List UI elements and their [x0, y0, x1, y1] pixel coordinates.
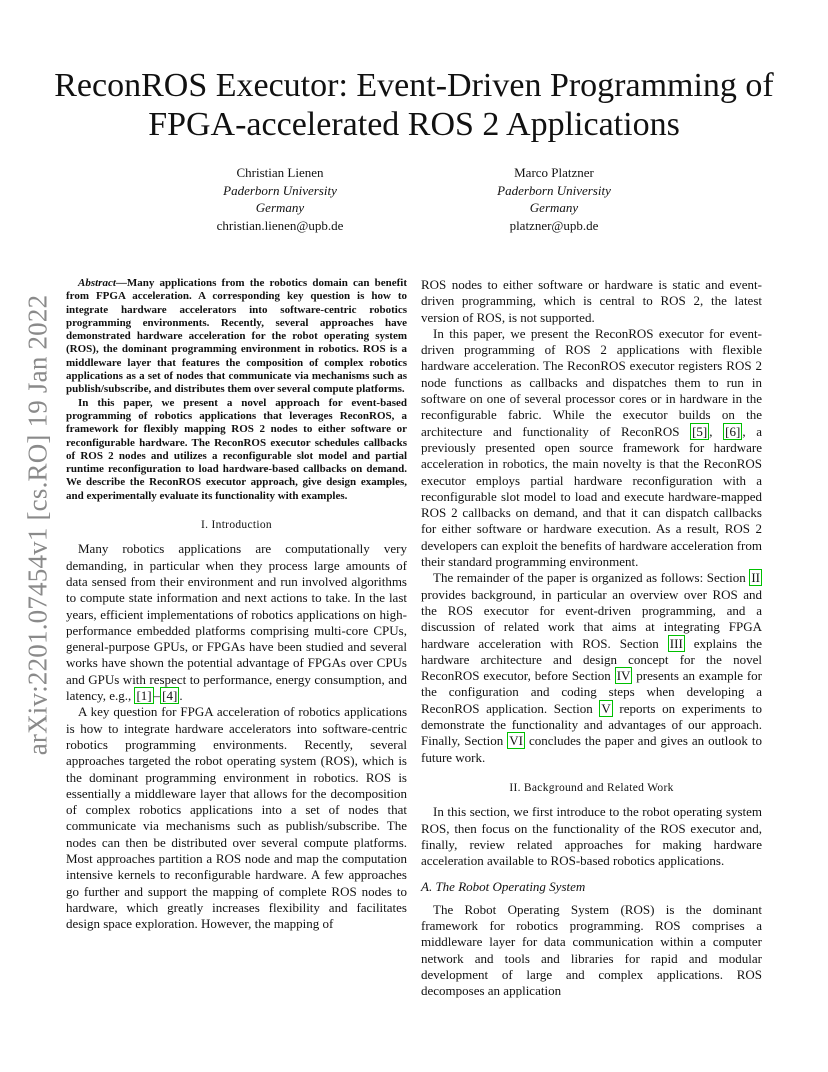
citation-link[interactable]: [1] — [136, 688, 152, 704]
intro-p4-text: reports on experiments to demonstrate the functionality and advantages of our approach. Finally, Section — [421, 700, 762, 749]
section-link-iii[interactable]: III — [669, 635, 683, 651]
citation-separator: , — [709, 423, 724, 439]
section-link-ii[interactable]: II — [751, 570, 760, 586]
intro-p1-text: Many robotics applications are computationally very demanding, in particular when they process large amounts of data sensed from their environment and run involved algorithms to compute state information and next actions to take. In the last years, efficient implementations of robotics applications on high-performance embedded platforms comprising multi-core CPUs, general-purpose GPUs, or FPGAs have been studied and several works have shown the potential advantage of FPGAs over CPUs and GPUs with respect to performance, energy consumption, and latency, e.g., — [66, 541, 407, 704]
intro-p3-rest: , a previously presented open source framework for hardware acceleration in robotics, the main novelty is that the ReconROS executor employs partial hardware reconfiguration with a reconfigurable slot model to load and execute hardware-mapped ROS 2 callbacks on demand, and that it can dispatch callbacks for either software or hardware execution. As a result, ROS 2 developers can exploit the benefits of hardware acceleration from their standard programming environment. — [421, 423, 763, 570]
background-paragraph-2: The Robot Operating System (ROS) is the dominant framework for robotics programming. ROS comprises a middleware layer for data communication within a computer network and tools and libraries for rapid and modular development of large and complex applications. ROS decomposes an application — [421, 901, 762, 999]
intro-p4-text: concludes the paper and gives an outlook to future work. — [421, 733, 762, 765]
section-link-vi[interactable]: VI — [509, 733, 523, 749]
abstract-paragraph-1: —Many applications from the robotics domain can benefit from FPGA acceleration. A corresponding key question is how to integrate hardware accelerators into software-centric robotics programming environments. Recently, several approaches have demonstrated hardware acceleration for the robot operating system (ROS), the dominant programming environment in robotics. ROS is a middleware layer that features the composition of complex robotics applications as a set of nodes that communicate via mechanisms such as publish/subscribe, and distributes them over several compute platforms. — [66, 277, 407, 396]
author-block-2 — [424, 164, 684, 234]
intro-paragraph-2: A key question for FPGA acceleration of robotics applications is how to integrate hardware accelerators into software-centric robotics programming environments. Recently, several approaches targeted the robot operating system (ROS), which is the dominant programming environment in robotics. ROS is essentially a middleware layer that allows for the decomposition of complex robotics applications into a set of nodes that communicate via mechanisms such as publish/subscribe. The nodes can then be distributed over several compute platforms. Most approaches partition a ROS node and map the computation intensive kernels to reconfigurable hardware. A few approaches go further and support the mapping of complete ROS nodes to hardware, which greatly increases flexibility and facilitates design space exploration. However, the mapping of — [66, 704, 407, 932]
citation-link[interactable]: [5] — [692, 423, 708, 439]
abstract-label: Abstract — [78, 277, 116, 289]
subsection-a-heading: A. The Robot Operating System — [421, 879, 586, 895]
arxiv-stamp-text: arXiv:2201.07454v1 [cs.RO] 19 Jan 2022 — [22, 294, 53, 756]
arxiv-stamp — [8, 290, 68, 760]
section-link-v[interactable]: V — [601, 700, 611, 716]
background-paragraph-1: In this section, we first introduce to the robot operating system ROS, then focus on the functionality of the ROS executor and, finally, review related approaches for making hardware acceleration available to ROS-based robotics applications. — [421, 804, 762, 869]
right-column — [421, 277, 762, 999]
section-link-iv[interactable]: IV — [616, 668, 631, 684]
author-name: Christian Lienen — [236, 165, 324, 180]
paper-title — [40, 66, 788, 144]
author-name: Marco Platzner — [514, 165, 594, 180]
intro-p4-text: presents an example for the configuration and coding steps when developing a ReconROS application. Section — [421, 668, 762, 716]
author-country: Germany — [255, 200, 305, 215]
section-1-heading: I. Introduction — [201, 519, 272, 532]
intro-paragraph-4 — [421, 570, 762, 766]
intro-paragraph-3 — [421, 326, 762, 570]
abstract — [66, 277, 407, 503]
title-line-1: ReconROS Executor: Event-Driven Programming of — [54, 67, 774, 104]
left-column — [66, 277, 407, 932]
intro-p3-text: In this paper, we present the ReconROS executor for event-driven programming of ROS 2 applications with flexible hardware acceleration. The ReconROS executor registers ROS 2 node functions as callbacks and dispatches them to run in software on one of several processor cores or in hardware in the reconfigurable fabric. While the executor builds on the architecture and functionality of ReconROS — [421, 325, 762, 439]
author-affiliation: Paderborn University — [223, 182, 337, 198]
author-affiliation: Paderborn University — [497, 182, 611, 198]
intro-p4-text: explains the hardware architecture and design concept for the novel ReconROS executor, before Section — [421, 635, 762, 684]
title-line-2: FPGA-accelerated ROS 2 Applications — [148, 106, 680, 143]
author-country: Germany — [529, 200, 579, 215]
section-2-heading: II. Background and Related Work — [509, 781, 674, 794]
intro-paragraph-2-continued: ROS nodes to either software or hardware is static and event-driven programming, which is central to ROS 2, the latest version of ROS, is not supported. — [421, 277, 762, 325]
citation-link[interactable]: [4] — [162, 688, 178, 704]
author-email[interactable]: christian.lienen@upb.de — [216, 217, 344, 233]
intro-p4-text: The remainder of the paper is organized as follows: Section — [433, 570, 750, 586]
citation-separator: – — [153, 688, 161, 704]
abstract-paragraph-2: In this paper, we present a novel approach for event-based programming of robotics applications that leverages ReconROS, a framework for flexibly mapping ROS 2 nodes to either software or reconfigurable hardware. The ReconROS executor schedules callbacks of ROS 2 nodes and utilizes a reconfigurable slot model and partial runtime reconfiguration to load hardware-based callbacks on demand. We describe the ReconROS executor approach, give design examples, and experimentally evaluate its functionality with examples. — [66, 396, 407, 502]
citation-link[interactable]: [6] — [725, 423, 741, 439]
author-block-1 — [150, 164, 410, 234]
intro-p4-text: provides background, in particular an overview over ROS and the ROS executor for event-driven programming, and a discussion of related work that aims at integrating FPGA hardware acceleration with ROS. Section — [421, 586, 762, 651]
intro-p1-end: . — [179, 688, 183, 704]
author-email[interactable]: platzner@upb.de — [509, 217, 599, 233]
intro-paragraph-1 — [66, 541, 407, 704]
